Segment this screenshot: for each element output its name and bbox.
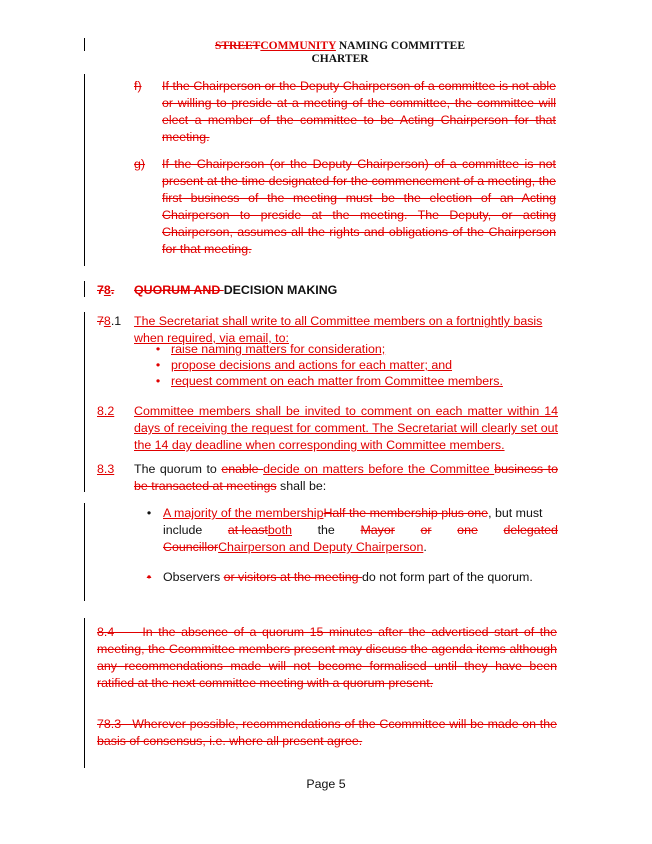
quorum-bullet-observers: Observers or visitors at the meeting do not form part of the quorum. xyxy=(163,570,533,584)
clause-8-3-text: The quorum to enable decide on matters before the Committee business to be transacted at meetings shall be: xyxy=(134,462,558,493)
section-number: 78. xyxy=(97,283,115,297)
clause-8-4-text: 8.4 In the absence of a quorum 15 minutes after the advertised start of the meeting, the Ccommittee members present may discuss the agenda items although any recommendations made will not become formalised until they have been ratified at the next committee meeting with a quorum present. xyxy=(97,625,557,690)
bullet-icon: • xyxy=(155,374,161,388)
quorum-bullet-majority xyxy=(163,505,558,556)
quorum-bullet-line-1: A majority of the membershipHalf the membership plus one, but must xyxy=(163,506,543,520)
clause-8-2-text: Committee members shall be invited to comment on each matter within 14 days of receiving the request for comment. The Secretariat will clearly set out the 14 day deadline when corresponding with Committee members. xyxy=(134,404,558,452)
change-bar xyxy=(84,312,85,492)
clause-8-1-bullet: raise naming matters for consideration; xyxy=(171,342,386,356)
page-number: Page 5 xyxy=(306,777,346,791)
header-title: STREETCOMMUNITY NAMING COMMITTEE xyxy=(214,40,466,52)
clause-8-1-bullet: propose decisions and actions for each matter; and xyxy=(171,358,453,372)
clause-8-1-text: The Secretariat shall write to all Committee members on a fortnightly basis when required, via email, to: xyxy=(134,314,543,345)
quorum-bullet-line-2: include at leastboth the Mayor or one delegated xyxy=(163,523,558,537)
item-f-label: f) xyxy=(134,79,142,93)
change-bar xyxy=(84,281,85,297)
document-header xyxy=(120,40,560,66)
change-bar xyxy=(84,74,85,266)
clause-8-1-number: 78.1 xyxy=(97,314,122,328)
clause-8-3-number: 8.3 xyxy=(97,462,115,476)
change-bar xyxy=(84,618,85,768)
item-g-text: If the Chairperson (or the Deputy Chairperson) of a committee is not present at the time designated for the commencement of a meeting, the first business of the meeting must be the election of an Acting Chairperson to preside at the meeting. The Deputy, or acting Chairperson, assumes all the rights and obligations of the Chairperson for that meeting. xyxy=(162,157,556,256)
item-f-text: If the Chairperson or the Deputy Chairperson of a committee is not able or willing to preside at a meeting of the committee, the committee will elect a member of the committee to be Acting Chairperson for that meeting. xyxy=(162,79,556,144)
bullet-icon: • xyxy=(146,570,152,584)
bullet-icon: • xyxy=(155,358,161,372)
change-bar xyxy=(84,38,85,51)
bullet-icon: • xyxy=(155,342,161,356)
bullet-icon: • xyxy=(146,506,152,520)
header-subtitle: CHARTER xyxy=(311,53,369,65)
clause-7-8-3-text: 78.3 Wherever possible, recommendations of the Ccommittee will be made on the basis of consensus, i.e. where all present agree. xyxy=(97,717,557,748)
clause-8-2-number: 8.2 xyxy=(97,404,115,418)
quorum-bullet-line-3: CouncillorChairperson and Deputy Chairperson. xyxy=(163,540,427,554)
change-bar xyxy=(84,503,85,601)
item-g-label: g) xyxy=(134,157,146,171)
clause-8-1-bullet: request comment on each matter from Committee members. xyxy=(171,374,503,388)
section-heading: 78. QUORUM AND DECISION MAKING xyxy=(97,283,338,297)
